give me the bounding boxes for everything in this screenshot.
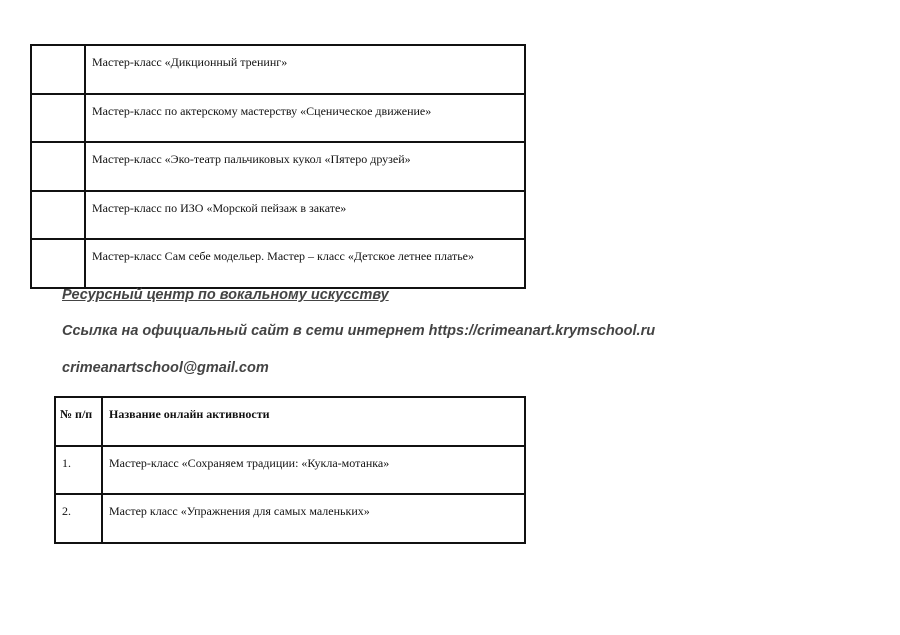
contact-email: crimeanartschool@gmail.com (62, 360, 269, 376)
column-header-number: № п/п (55, 397, 102, 446)
table-row (55, 494, 525, 543)
table-row (31, 191, 525, 240)
table-header-row (55, 397, 525, 446)
row-number-cell: 1. (55, 446, 102, 495)
row-number-cell: 2. (55, 494, 102, 543)
activity-name-cell: Мастер-класс «Дикционный тренинг» (85, 45, 525, 94)
activity-name-cell: Мастер-класс по актерскому мастерству «Сценическое движение» (85, 94, 525, 143)
activity-name-cell: Мастер-класс «Сохраняем традиции: «Кукла-мотанка» (102, 446, 525, 495)
row-number-cell (31, 239, 85, 288)
activity-name-cell: Мастер-класс Сам себе модельер. Мастер – класс «Детское летнее платье» (85, 239, 525, 288)
table-row (55, 446, 525, 495)
row-number-cell (31, 191, 85, 240)
table-row (31, 94, 525, 143)
online-activities-table (54, 396, 526, 544)
row-number-cell (31, 94, 85, 143)
activity-name-cell: Мастер-класс «Эко-театр пальчиковых кукол «Пятеро друзей» (85, 142, 525, 191)
table-row (31, 239, 525, 288)
master-class-table (30, 44, 526, 289)
resource-center-title: Ресурсный центр по вокальному искусству (62, 287, 389, 303)
table-row (31, 45, 525, 94)
row-number-cell (31, 142, 85, 191)
table-row (31, 142, 525, 191)
activity-name-cell: Мастер-класс по ИЗО «Морской пейзаж в закате» (85, 191, 525, 240)
official-site-line: Ссылка на официальный сайт в сети интернет https://crimeanart.krymschool.ru (62, 323, 656, 339)
activity-name-cell: Мастер класс «Упражнения для самых маленьких» (102, 494, 525, 543)
row-number-cell (31, 45, 85, 94)
column-header-activity-name: Название онлайн активности (102, 397, 525, 446)
